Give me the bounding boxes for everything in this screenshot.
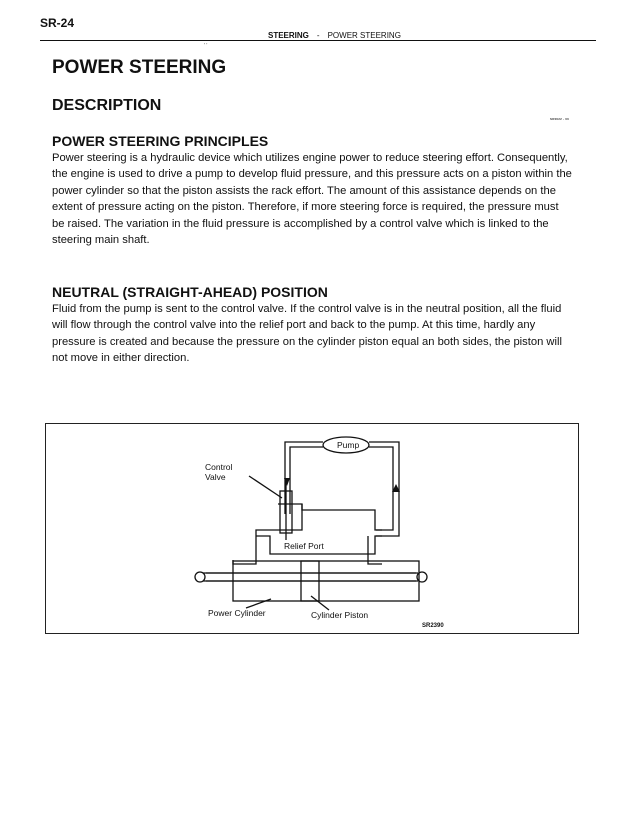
leader-control-valve [249,476,282,498]
heading-principles: POWER STEERING PRINCIPLES [52,133,269,149]
paragraph-neutral-position: Fluid from the pump is sent to the control valve. If the control valve is in the neutral position, all the fluid will flow through the control valve into the relief port and back to the pump. At this time, hardly any pressure is created and because the pressure on the cylinder piston equal an both sides, the piston will not move in either direction. [52,303,562,365]
power-steering-diagram [46,424,577,632]
header-subsection: POWER STEERING [327,31,401,40]
page-number: SR-24 [40,16,75,30]
section-title-description: DESCRIPTION [52,97,162,114]
valve-right-upper [302,504,382,530]
label-control-valve-1: Control [205,462,233,472]
label-power-cylinder: Power Cylinder [208,608,266,618]
paragraph-principles: Power steering is a hydraulic device which utilizes engine power to reduce steering effort. Consequently, the engine is used to drive a pump to develop fluid pressure, and this pressure acts on a piston within the power cylinder so that the piston assists the rack effort. The amount of this assistance depends on the extent of pressure acting on the piston. Therefore, if more steering force is required, the pressure must be raised. The variation in the fluid pressure is accomplished by a control valve which is linked to the steering main shaft. [52,152,572,247]
power-steering-diagram-frame [45,423,579,634]
figure-code-top: SR0022 - 00 [550,117,570,121]
header-separator: - [316,31,320,40]
leader-cylinder-piston [311,596,329,610]
label-control-valve-2: Valve [205,472,226,482]
running-header [268,31,401,40]
pump-circuit-line-outer [285,442,323,514]
header-rule [40,40,596,41]
rod-end-left [195,572,205,582]
label-figure-code: SR2390 [422,623,444,629]
page-title: POWER STEERING [52,57,227,78]
header-tick-mark: ' ' [204,43,208,49]
label-pump: Pump [337,440,360,450]
label-relief-port: Relief Port [284,541,324,551]
heading-neutral-position: NEUTRAL (STRAIGHT-AHEAD) POSITION [52,284,328,300]
header-section: STEERING [268,31,309,40]
leader-power-cylinder [246,599,271,608]
label-cylinder-piston: Cylinder Piston [311,610,369,620]
return-line-inner [369,447,393,530]
